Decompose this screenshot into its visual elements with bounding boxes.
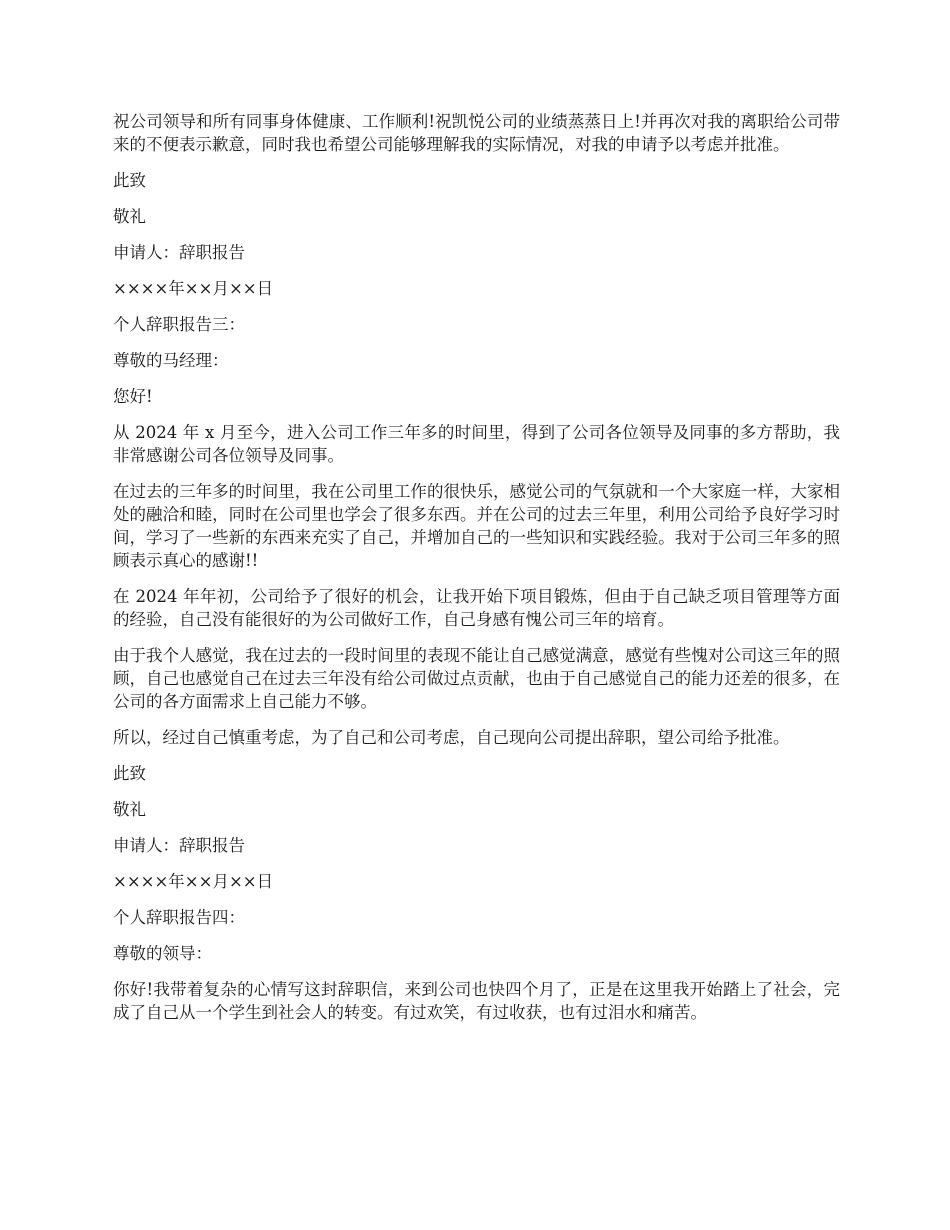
section-heading-4: 个人辞职报告四： (113, 908, 245, 927)
paragraph-past-years: 在过去的三年多的时间里，我在公司里工作的很快乐，感觉公司的气氛就和一个大家庭一样，大家相处的融洽和睦，同时在公司里也学会了很多东西。并在公司的过去三年里，利用公司给予良好学习时间，学习了一些新的东西来充实了自己，并增加自己的一些知识和实践经验。我对于公司三年多的照顾表示真心的感谢!! (113, 482, 840, 570)
greeting-line: 您好! (113, 387, 153, 406)
section-heading-3: 个人辞职报告三： (113, 315, 245, 334)
applicant-line-2: 申请人：辞职报告 (113, 836, 245, 855)
addressee-line: 尊敬的马经理： (113, 351, 229, 370)
paragraph-resignation: 所以，经过自己慎重考虑，为了自己和公司考虑，自己现向公司提出辞职，望公司给予批准。 (113, 728, 790, 747)
salutation-cizhi: 此致 (113, 171, 146, 190)
document-body (113, 110, 840, 1037)
applicant-line: 申请人：辞职报告 (113, 243, 245, 262)
salutation-jingli: 敬礼 (113, 207, 146, 226)
paragraph-self-assessment: 由于我个人感觉，我在过去的一段时间里的表现不能让自己感觉满意，感觉有些愧对公司这三年的照顾，自己也感觉自己在过去三年没有给公司做过点贡献，也由于自己感觉自己的能力还差的很多，在公司的各方面需求上自己能力不够。 (113, 646, 840, 711)
paragraph-intro: 从 2024 年 x 月至今，进入公司工作三年多的时间里，得到了公司各位领导及同事的多方帮助，我非常感谢公司各位领导及同事。 (113, 423, 840, 465)
date-line: ××××年××月××日 (113, 279, 274, 298)
salutation-jingli-2: 敬礼 (113, 800, 146, 819)
salutation-cizhi-2: 此致 (113, 764, 146, 783)
date-line-2: ××××年××月××日 (113, 872, 274, 891)
paragraph-project: 在 2024 年年初，公司给予了很好的机会，让我开始下项目锻炼，但由于自己缺乏项目管理等方面的经验，自己没有能很好的为公司做好工作，自己身感有愧公司三年的培育。 (113, 587, 840, 629)
paragraph-letter-opening: 你好!我带着复杂的心情写这封辞职信，来到公司也快四个月了，正是在这里我开始踏上了社会，完成了自己从一个学生到社会人的转变。有过欢笑，有过收获，也有过泪水和痛苦。 (113, 980, 840, 1022)
paragraph-closing-wishes: 祝公司领导和所有同事身体健康、工作顺利!祝凯悦公司的业绩蒸蒸日上!并再次对我的离职给公司带来的不便表示歉意，同时我也希望公司能够理解我的实际情况，对我的申请予以考虑并批准。 (113, 112, 840, 154)
addressee-line-2: 尊敬的领导： (113, 944, 212, 963)
